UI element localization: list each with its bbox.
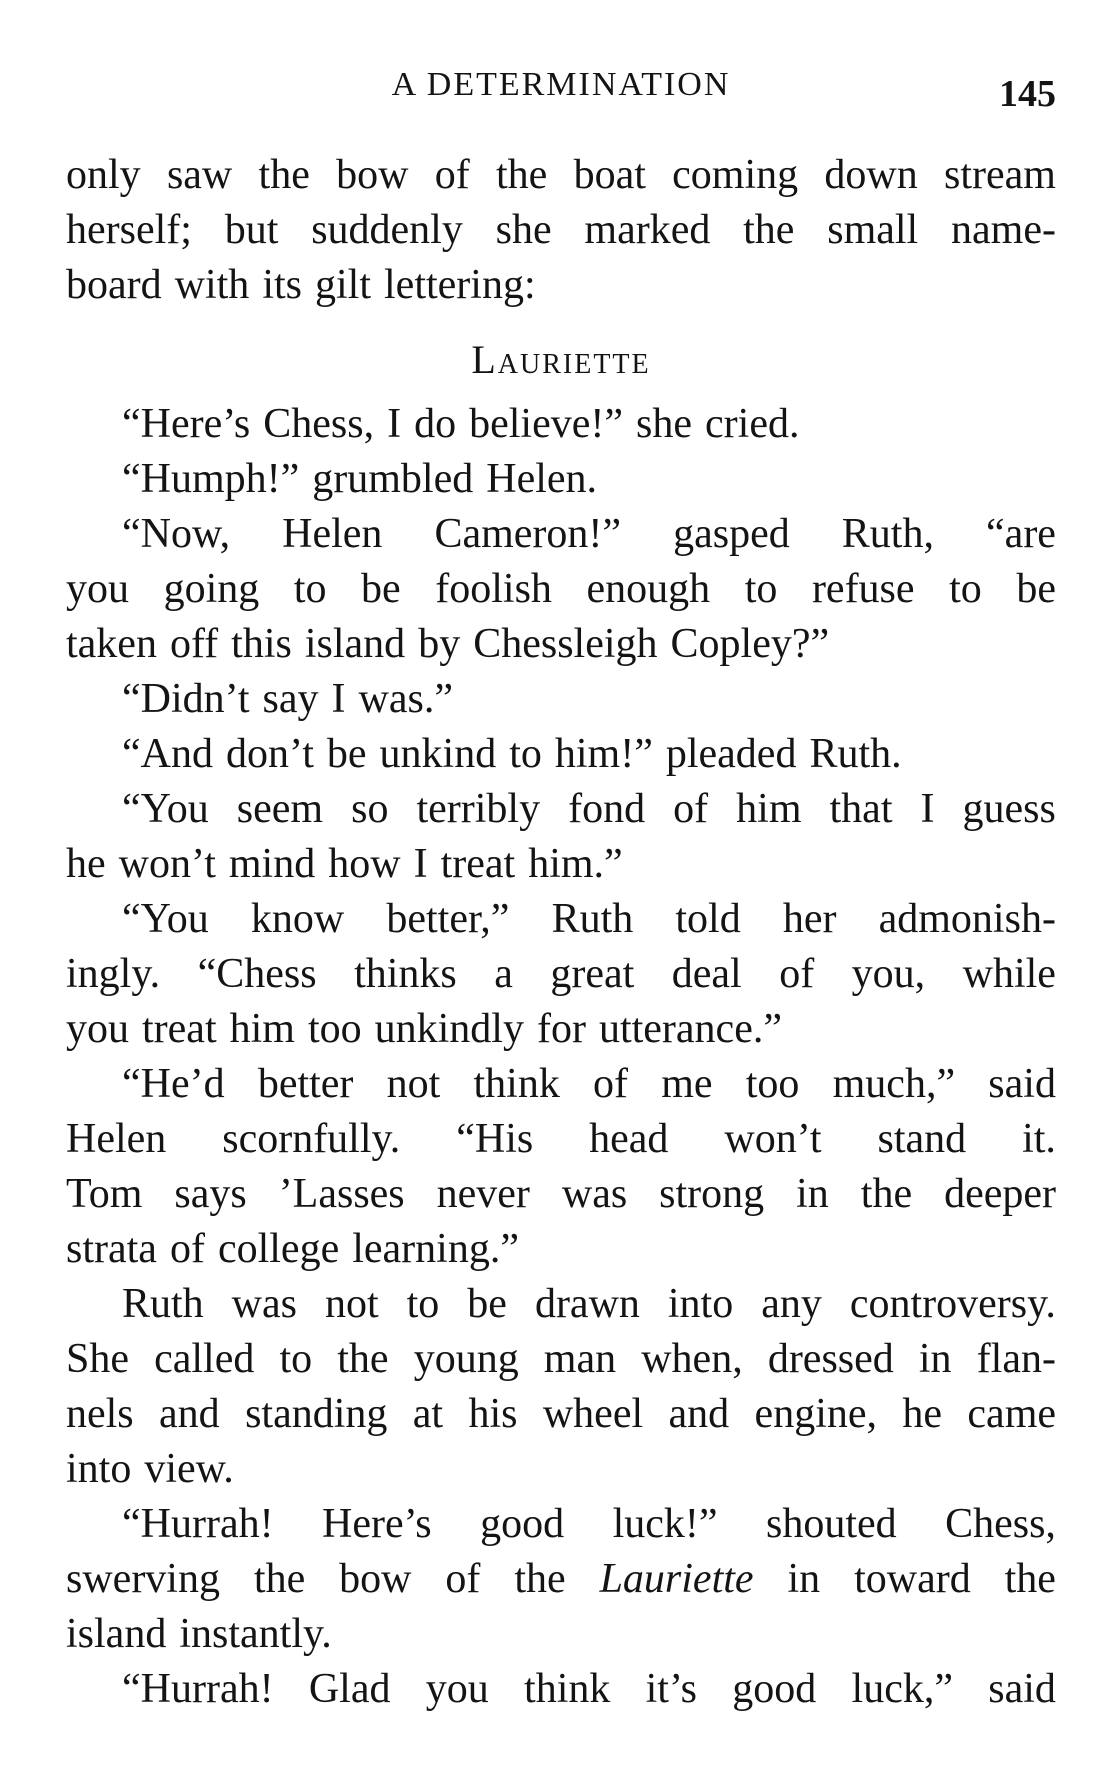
- word: she: [636, 401, 693, 447]
- word: Ruth,: [841, 511, 934, 557]
- word: you: [66, 566, 129, 612]
- text-line: [66, 1662, 1056, 1717]
- text-line: [66, 672, 1056, 727]
- word: Ruth: [551, 896, 634, 942]
- word: fond: [568, 786, 646, 832]
- word: “are: [986, 511, 1056, 557]
- word: flan-: [976, 1336, 1056, 1382]
- word: Glad: [308, 1666, 391, 1712]
- word: but: [224, 207, 279, 253]
- word: scornfully.: [222, 1116, 401, 1162]
- word: the: [1004, 1556, 1056, 1602]
- word: better,”: [386, 896, 510, 942]
- word: to: [406, 1281, 440, 1327]
- word: of: [434, 152, 470, 198]
- word: name-: [951, 207, 1056, 253]
- word: be: [467, 1281, 507, 1327]
- word: island: [66, 1611, 167, 1657]
- word: “You: [122, 786, 209, 832]
- text-line: [66, 562, 1056, 617]
- word: She: [66, 1336, 129, 1382]
- word: Helen.: [486, 456, 598, 502]
- word: unkindly: [374, 1006, 524, 1052]
- word: you: [425, 1666, 489, 1712]
- word: good: [480, 1501, 565, 1547]
- word: its: [262, 262, 302, 308]
- word: “Hurrah!: [122, 1666, 274, 1712]
- word: only: [66, 152, 141, 198]
- text-line: [66, 947, 1056, 1002]
- text-line: [66, 397, 1056, 452]
- word: and: [668, 1391, 730, 1437]
- word: suddenly: [311, 207, 463, 253]
- word: she: [495, 207, 552, 253]
- word: deal: [671, 951, 742, 997]
- word: any: [761, 1281, 822, 1327]
- word: I: [387, 401, 402, 447]
- word: and: [159, 1391, 220, 1437]
- word: so: [351, 786, 389, 832]
- word: Chessleigh: [473, 621, 658, 667]
- word: me: [661, 1061, 713, 1107]
- word: drawn: [534, 1281, 640, 1327]
- text-line: [66, 617, 1056, 672]
- word: not: [324, 1281, 379, 1327]
- text-line: [66, 1057, 1056, 1112]
- word: pleaded: [665, 731, 797, 777]
- word: standing: [245, 1391, 388, 1437]
- word: his: [468, 1391, 518, 1437]
- word: the: [514, 1556, 566, 1602]
- word: said: [988, 1666, 1056, 1712]
- word: lettering:: [384, 262, 536, 308]
- word: view.: [144, 1446, 234, 1492]
- word: island: [304, 621, 406, 667]
- text-line: [66, 1222, 1056, 1277]
- word: college: [217, 1226, 340, 1272]
- word: saw: [166, 152, 233, 198]
- word: “He’d: [122, 1061, 225, 1107]
- word: utterance.”: [598, 1006, 782, 1052]
- text-line: [66, 1002, 1056, 1057]
- word: great: [550, 951, 635, 997]
- word: head: [589, 1116, 669, 1162]
- word: stand: [877, 1116, 967, 1162]
- word: to: [279, 1336, 313, 1382]
- word: refuse: [811, 566, 915, 612]
- word: off: [169, 621, 219, 667]
- text-line: [66, 148, 1056, 203]
- word: “And: [122, 731, 213, 777]
- text-line: [66, 892, 1056, 947]
- word: to: [293, 566, 327, 612]
- word: of: [673, 786, 709, 832]
- word: the: [337, 1336, 389, 1382]
- word: gilt: [315, 262, 372, 308]
- word: I: [331, 676, 346, 722]
- word: won’t: [118, 841, 216, 887]
- word: grumbled: [312, 456, 474, 502]
- word: think: [524, 1666, 611, 1712]
- word: luck,”: [851, 1666, 953, 1712]
- word: wheel: [542, 1391, 644, 1437]
- word: him: [229, 1006, 295, 1052]
- word: told: [675, 896, 741, 942]
- word: going: [163, 566, 260, 612]
- word: don’t: [225, 731, 314, 777]
- boat-name-heading: Lauriette: [471, 337, 651, 382]
- word: in: [796, 1171, 829, 1217]
- word: herself;: [66, 207, 192, 253]
- word: never: [436, 1171, 530, 1217]
- word: of: [445, 1556, 481, 1602]
- word: Helen: [282, 511, 383, 557]
- word: treat: [440, 841, 516, 887]
- word: won’t: [724, 1116, 822, 1162]
- text-line: [66, 452, 1056, 507]
- word: learning.”: [352, 1226, 519, 1272]
- word: the: [253, 1556, 306, 1602]
- word: too: [307, 1006, 362, 1052]
- word: Helen: [66, 1116, 167, 1162]
- word: treat: [142, 1006, 217, 1052]
- word: better: [257, 1061, 354, 1107]
- word: “Here’s: [122, 401, 251, 447]
- word: of: [593, 1061, 629, 1107]
- word: be: [361, 566, 401, 612]
- word: man: [543, 1336, 617, 1382]
- word: toward: [854, 1556, 971, 1602]
- word: that: [829, 786, 893, 832]
- word: say: [262, 676, 319, 722]
- word: cried.: [705, 401, 800, 447]
- word: says: [174, 1171, 247, 1217]
- word: the: [743, 207, 795, 253]
- word: into: [667, 1281, 734, 1327]
- text-line: [66, 507, 1056, 562]
- word: called: [154, 1336, 255, 1382]
- word: with: [174, 262, 250, 308]
- word: the: [860, 1171, 913, 1217]
- word: thinks: [354, 951, 457, 997]
- word: Chess,: [945, 1501, 1056, 1547]
- word: “Didn’t: [122, 676, 250, 722]
- word: nels: [66, 1391, 134, 1437]
- word: deeper: [944, 1171, 1056, 1217]
- word: small: [827, 207, 919, 253]
- word: do: [414, 401, 457, 447]
- word: Here’s: [322, 1501, 432, 1547]
- text-line: [66, 258, 1056, 313]
- word: mind: [228, 841, 316, 887]
- word: Tom: [66, 1171, 143, 1217]
- word: Ruth: [122, 1281, 204, 1327]
- word: him!”: [554, 731, 653, 777]
- word: seem: [236, 786, 324, 832]
- word: down: [824, 152, 918, 198]
- word: I: [920, 786, 935, 832]
- word: “You: [122, 896, 209, 942]
- text-line: [66, 782, 1056, 837]
- word: much,”: [832, 1061, 956, 1107]
- text-line: [66, 1607, 1056, 1662]
- word: for: [536, 1006, 586, 1052]
- word: marked: [584, 207, 711, 253]
- word: instantly.: [179, 1611, 332, 1657]
- word: the: [258, 152, 310, 198]
- word: into: [66, 1446, 132, 1492]
- word: swerving: [66, 1556, 220, 1602]
- text-line: [66, 1332, 1056, 1387]
- word: stream: [944, 152, 1056, 198]
- word: dressed: [767, 1336, 894, 1382]
- word: Chess,: [263, 401, 375, 447]
- text-line: [66, 1167, 1056, 1222]
- text-line: [66, 1277, 1056, 1332]
- word: taken: [66, 621, 157, 667]
- word: to: [509, 731, 542, 777]
- word: by: [418, 621, 461, 667]
- word: unkind: [379, 731, 497, 777]
- word: her: [782, 896, 837, 942]
- word: luck!”: [612, 1501, 718, 1547]
- word: he: [902, 1391, 943, 1437]
- word: “His: [456, 1116, 534, 1162]
- word: in: [918, 1336, 952, 1382]
- word: to: [744, 566, 778, 612]
- word: strong: [659, 1171, 765, 1217]
- word: ’Lasses: [278, 1171, 405, 1217]
- word: in: [787, 1556, 821, 1602]
- text-line: [66, 1112, 1056, 1167]
- word: know: [250, 896, 345, 942]
- word: Cameron!”: [434, 511, 622, 557]
- text-line: [66, 727, 1056, 782]
- word: ingly.: [66, 951, 161, 997]
- word: Ruth.: [809, 731, 902, 777]
- word: admonish-: [878, 896, 1056, 942]
- word: enough: [586, 566, 711, 612]
- text-line: [66, 1497, 1056, 1552]
- word: of: [779, 951, 815, 997]
- word: be: [326, 731, 367, 777]
- word: terribly: [416, 786, 541, 832]
- word: bow: [336, 152, 409, 198]
- word: “Hurrah!: [122, 1501, 274, 1547]
- word: came: [967, 1391, 1056, 1437]
- word: it.: [1022, 1116, 1056, 1162]
- chapter-title: A DETERMINATION: [391, 66, 731, 103]
- word: of: [169, 1226, 205, 1272]
- word: while: [962, 951, 1056, 997]
- word: foolish: [435, 566, 552, 612]
- page-number: 145: [999, 73, 1056, 115]
- word: him.”: [528, 841, 623, 887]
- word: “Chess: [197, 951, 317, 997]
- text-line: [66, 203, 1056, 258]
- word: controversy.: [849, 1281, 1056, 1327]
- word: not: [386, 1061, 441, 1107]
- word: was.”: [358, 676, 454, 722]
- running-head: [66, 64, 1056, 114]
- word: shouted: [765, 1501, 897, 1547]
- word: how: [328, 841, 401, 887]
- word: young: [413, 1336, 519, 1382]
- word: board: [66, 262, 162, 308]
- word: it’s: [645, 1666, 697, 1712]
- word: “Humph!”: [122, 456, 300, 502]
- text-line: [66, 1387, 1056, 1442]
- word: bow: [339, 1556, 412, 1602]
- word: was: [561, 1171, 628, 1217]
- word: too: [745, 1061, 800, 1107]
- word: when,: [641, 1336, 743, 1382]
- body-text: [66, 148, 1056, 1717]
- word: engine,: [754, 1391, 877, 1437]
- word: was: [231, 1281, 297, 1327]
- word: “Now,: [122, 511, 231, 557]
- word: him: [736, 786, 802, 832]
- word: good: [732, 1666, 817, 1712]
- word: you,: [851, 951, 926, 997]
- word: to: [949, 566, 982, 612]
- word: he: [66, 841, 106, 887]
- word: Copley?”: [670, 621, 830, 667]
- text-line: [66, 837, 1056, 892]
- word: said: [988, 1061, 1056, 1107]
- text-line: [66, 1442, 1056, 1497]
- word: be: [1016, 566, 1056, 612]
- word: believe!”: [469, 401, 624, 447]
- word: gasped: [673, 511, 790, 557]
- word: you: [66, 1006, 129, 1052]
- word: the: [495, 152, 548, 198]
- word: a: [494, 951, 513, 997]
- word: boat: [573, 152, 646, 198]
- word: Lauriette: [599, 1556, 754, 1602]
- text-line: [66, 1552, 1056, 1607]
- word: coming: [672, 152, 799, 198]
- word: strata: [66, 1226, 157, 1272]
- word: think: [473, 1061, 560, 1107]
- word: this: [231, 621, 292, 667]
- word: I: [413, 841, 428, 887]
- word: guess: [962, 786, 1056, 832]
- word: at: [412, 1391, 444, 1437]
